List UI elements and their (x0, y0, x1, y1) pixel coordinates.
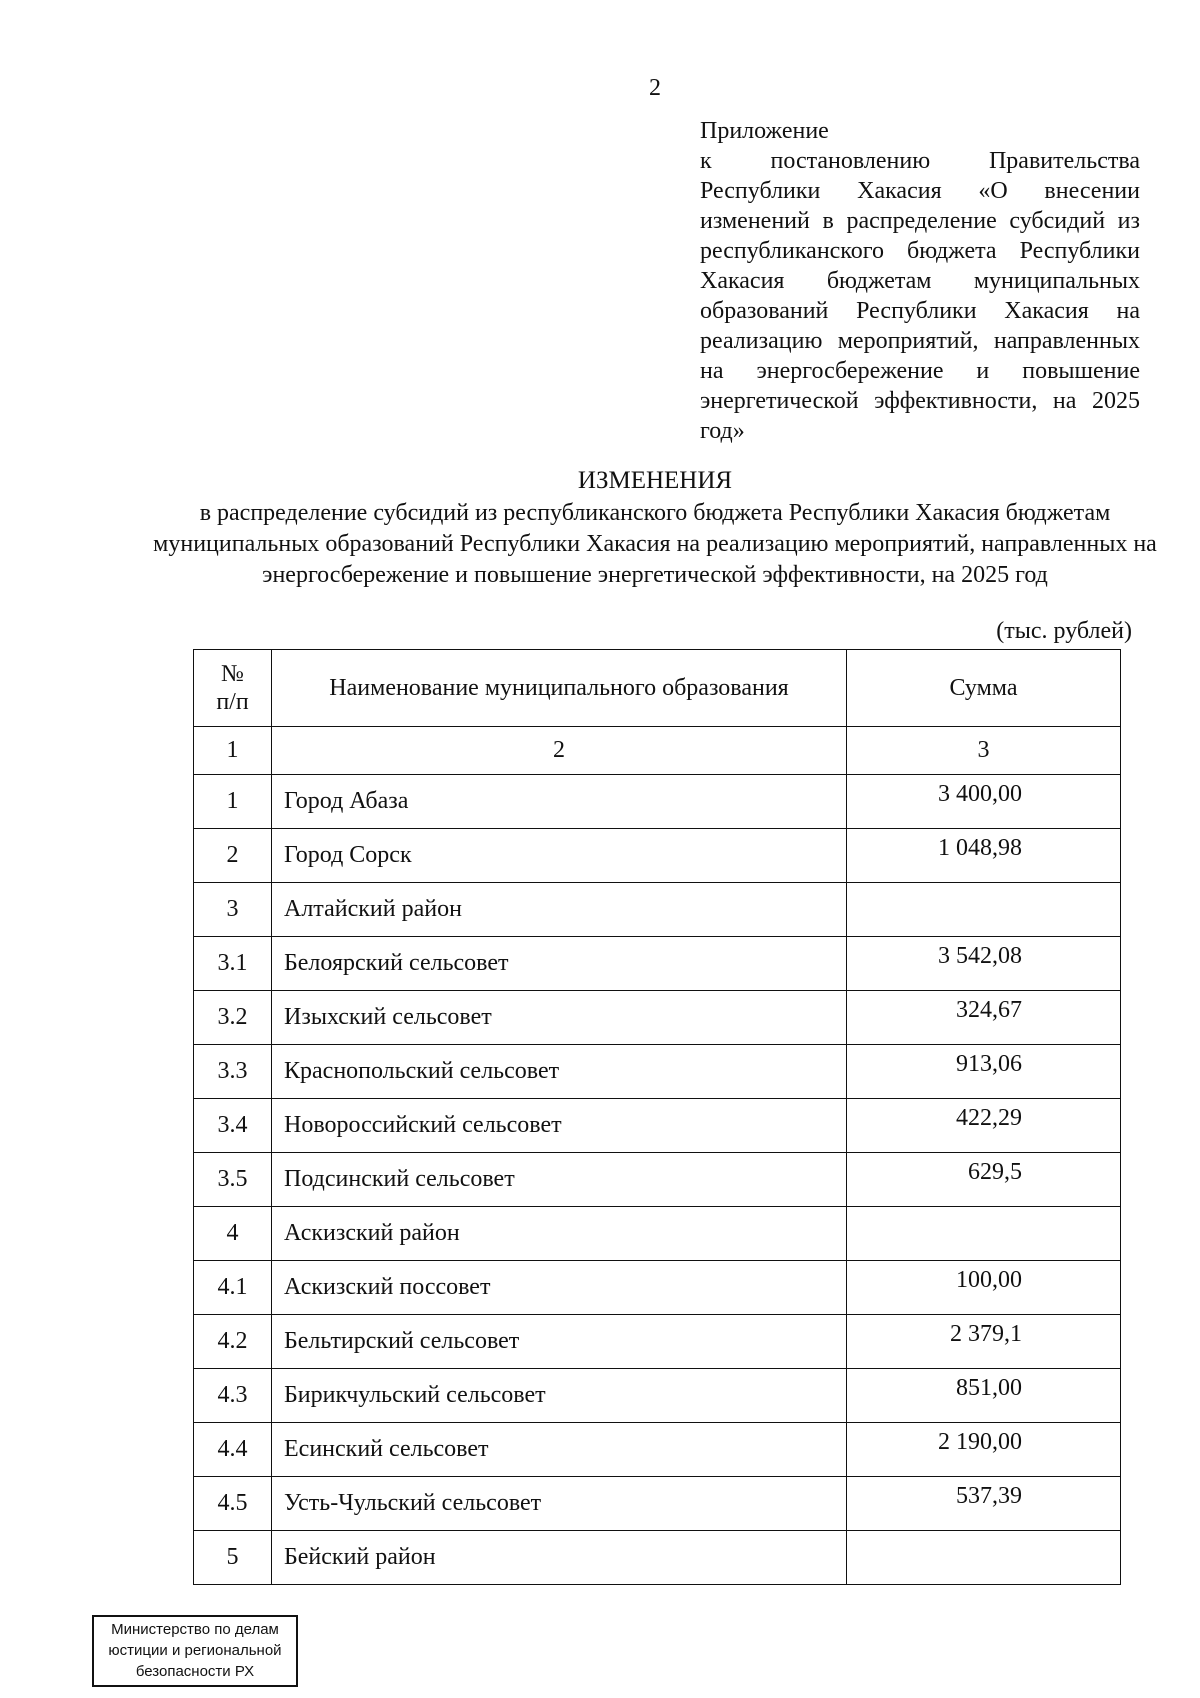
units-label: (тыс. рублей) (996, 618, 1132, 644)
stamp-line: юстиции и региональной (108, 1642, 282, 1659)
row-sum: 913,06 (847, 1045, 1121, 1099)
row-sum: 537,39 (847, 1477, 1121, 1531)
ministry-stamp (92, 1615, 298, 1687)
row-number: 5 (194, 1531, 272, 1585)
row-number: 3.3 (194, 1045, 272, 1099)
row-sum: 2 379,1 (847, 1315, 1121, 1369)
row-name: Аскизский поссовет (272, 1261, 847, 1315)
row-name: Бельтирский сельсовет (272, 1315, 847, 1369)
row-name: Город Сорск (272, 829, 847, 883)
row-name: Усть-Чульский сельсовет (272, 1477, 847, 1531)
row-sum (847, 883, 1121, 937)
row-number: 4.5 (194, 1477, 272, 1531)
row-sum: 100,00 (847, 1261, 1121, 1315)
row-sum (847, 1207, 1121, 1261)
table-row (194, 1315, 1121, 1369)
row-sum: 851,00 (847, 1369, 1121, 1423)
header-num-line2: п/п (216, 689, 249, 715)
row-sum: 422,29 (847, 1099, 1121, 1153)
table-row (194, 883, 1121, 937)
table-row (194, 937, 1121, 991)
row-sum: 324,67 (847, 991, 1121, 1045)
row-name: Бирикчульский сельсовет (272, 1369, 847, 1423)
row-sum: 1 048,98 (847, 829, 1121, 883)
table-row (194, 1423, 1121, 1477)
row-name: Есинский сельсовет (272, 1423, 847, 1477)
subsidy-table (193, 649, 1121, 1585)
table-row (194, 991, 1121, 1045)
document-subtitle: в распределение субсидий из республиканского бюджета Республики Хакасия бюджетам муниципальных образований Республики Хакасия на реализацию мероприятий, направленных на энергосбережение и повышение энергетической эффективности, на 2025 год (153, 500, 1157, 588)
appendix-label: Приложение (700, 118, 829, 144)
table-header-row (194, 650, 1121, 727)
row-sum: 2 190,00 (847, 1423, 1121, 1477)
row-number: 4.2 (194, 1315, 272, 1369)
table-row (194, 1261, 1121, 1315)
header-num-line1: № (221, 661, 244, 687)
stamp-line: Министерство по делам (111, 1621, 279, 1638)
row-name: Аскизский район (272, 1207, 847, 1261)
appendix-block (700, 116, 1140, 446)
row-number: 4.4 (194, 1423, 272, 1477)
header-name: Наименование муниципального образования (272, 650, 847, 727)
row-name: Белоярский сельсовет (272, 937, 847, 991)
row-sum (847, 1531, 1121, 1585)
row-number: 3.4 (194, 1099, 272, 1153)
appendix-text: к постановлению Правительства Республики Хакасия «О внесении изменений в распределение субсидий из республиканского бюджета Республики Хакасия бюджетам муниципальных образований Республики Хакасия на реализацию мероприятий, направленных на энергосбережение и повышение энергетической эффективности, на 2025 год» (700, 148, 1140, 444)
column-number: 3 (847, 727, 1121, 775)
table-row (194, 1531, 1121, 1585)
row-number: 4 (194, 1207, 272, 1261)
header-sum: Сумма (847, 650, 1121, 727)
column-numbers-row (194, 727, 1121, 775)
stamp-line: безопасности РХ (135, 1663, 255, 1680)
row-number: 4.3 (194, 1369, 272, 1423)
row-name: Новороссийский сельсовет (272, 1099, 847, 1153)
table-row (194, 1045, 1121, 1099)
row-sum: 3 542,08 (847, 937, 1121, 991)
row-name: Подсинский сельсовет (272, 1153, 847, 1207)
row-number: 4.1 (194, 1261, 272, 1315)
row-number: 3 (194, 883, 272, 937)
table-row (194, 1153, 1121, 1207)
row-name: Краснопольский сельсовет (272, 1045, 847, 1099)
row-name: Бейский район (272, 1531, 847, 1585)
row-number: 3.1 (194, 937, 272, 991)
row-name: Изыхский сельсовет (272, 991, 847, 1045)
row-number: 1 (194, 775, 272, 829)
row-sum: 3 400,00 (847, 775, 1121, 829)
column-number: 2 (272, 727, 847, 775)
page-number: 2 (649, 75, 661, 101)
table-row (194, 1099, 1121, 1153)
table-row (194, 1207, 1121, 1261)
column-number: 1 (194, 727, 272, 775)
table-row (194, 1369, 1121, 1423)
table-row (194, 829, 1121, 883)
table-row (194, 775, 1121, 829)
document-title: ИЗМЕНЕНИЯ (577, 467, 733, 494)
row-sum: 629,5 (847, 1153, 1121, 1207)
table-row (194, 1477, 1121, 1531)
header-num (194, 650, 272, 727)
row-name: Алтайский район (272, 883, 847, 937)
row-number: 2 (194, 829, 272, 883)
row-name: Город Абаза (272, 775, 847, 829)
row-number: 3.2 (194, 991, 272, 1045)
row-number: 3.5 (194, 1153, 272, 1207)
